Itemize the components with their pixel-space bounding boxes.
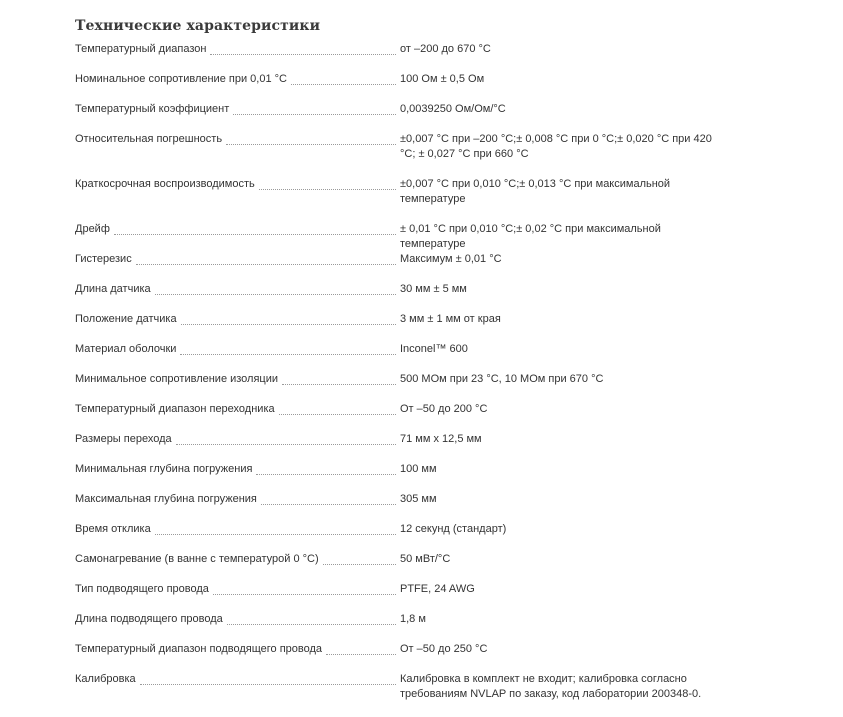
spec-label: Калибровка	[75, 673, 136, 685]
dotted-leader	[155, 293, 396, 295]
spec-label: Температурный диапазон подводящего провода	[75, 643, 323, 655]
dotted-leader	[136, 263, 396, 265]
spec-label: Минимальная глубина погружения	[75, 463, 253, 475]
dotted-leader	[233, 113, 396, 115]
spec-label-cell	[75, 612, 400, 627]
dotted-leader	[227, 623, 396, 625]
section-title: Технические характеристики	[75, 18, 321, 34]
dotted-leader	[282, 383, 396, 385]
dotted-leader	[323, 563, 396, 565]
spec-row	[75, 42, 735, 72]
spec-label-cell	[75, 102, 400, 117]
spec-label: Размеры перехода	[75, 433, 172, 445]
dotted-leader	[213, 593, 396, 595]
spec-row	[75, 252, 735, 282]
spec-label-cell	[75, 492, 400, 507]
dotted-leader	[259, 188, 396, 190]
spec-label: Тип подводящего провода	[75, 583, 209, 595]
spec-label-cell	[75, 372, 400, 387]
spec-value: 1,8 м	[400, 613, 426, 625]
dotted-leader	[226, 143, 396, 145]
spec-label: Минимальное сопротивление изоляции	[75, 373, 279, 385]
spec-row	[75, 312, 735, 342]
spec-row	[75, 222, 735, 252]
spec-value: ±0,007 °C при 0,010 °C;± 0,013 °C при максимальной температуре	[400, 178, 671, 205]
spec-row	[75, 672, 735, 717]
spec-row	[75, 522, 735, 552]
dotted-leader	[291, 83, 396, 85]
spec-value: 305 мм	[400, 493, 437, 505]
spec-label: Дрейф	[75, 223, 110, 235]
spec-row	[75, 612, 735, 642]
spec-label: Положение датчика	[75, 313, 177, 325]
dotted-leader	[181, 323, 396, 325]
spec-value: 100 Ом ± 0,5 Ом	[400, 73, 485, 85]
spec-label-cell	[75, 177, 400, 192]
spec-row	[75, 372, 735, 402]
spec-row	[75, 582, 735, 612]
spec-label: Температурный диапазон переходника	[75, 403, 275, 415]
spec-row	[75, 432, 735, 462]
spec-value: 500 МОм при 23 °C, 10 МОм при 670 °C	[400, 373, 604, 385]
spec-label-cell	[75, 72, 400, 87]
dotted-leader	[261, 503, 396, 505]
spec-value: От –50 до 200 °C	[400, 403, 488, 415]
spec-label-cell	[75, 582, 400, 597]
spec-value: 30 мм ± 5 мм	[400, 283, 467, 295]
spec-label-cell	[75, 132, 400, 147]
spec-label: Длина подводящего провода	[75, 613, 223, 625]
spec-value: ±0,007 °C при –200 °C;± 0,008 °C при 0 °C;± 0,020 °C при 420 °C; ± 0,027 °C при 660 °C	[400, 133, 712, 160]
spec-label: Краткосрочная воспроизводимость	[75, 178, 255, 190]
spec-label-cell	[75, 552, 400, 567]
spec-value: 0,0039250 Ом/Ом/°C	[400, 103, 506, 115]
dotted-leader	[140, 683, 396, 685]
dotted-leader	[326, 653, 396, 655]
spec-value: 71 мм x 12,5 мм	[400, 433, 482, 445]
dotted-leader	[176, 443, 396, 445]
spec-table	[75, 42, 735, 717]
dotted-leader	[155, 533, 396, 535]
spec-row	[75, 282, 735, 312]
spec-row	[75, 462, 735, 492]
spec-row	[75, 402, 735, 432]
spec-label-cell	[75, 222, 400, 237]
dotted-leader	[256, 473, 396, 475]
spec-row	[75, 492, 735, 522]
dotted-leader	[114, 233, 396, 235]
spec-value: от –200 до 670 °C	[400, 43, 491, 55]
spec-label-cell	[75, 42, 400, 57]
spec-value: 3 мм ± 1 мм от края	[400, 313, 501, 325]
spec-label: Длина датчика	[75, 283, 151, 295]
spec-value: Максимум ± 0,01 °C	[400, 253, 502, 265]
spec-value: PTFE, 24 AWG	[400, 583, 475, 595]
spec-label: Максимальная глубина погружения	[75, 493, 257, 505]
spec-value: 50 мВт/°C	[400, 553, 451, 565]
spec-label: Самонагревание (в ванне с температурой 0 °C)	[75, 553, 319, 565]
spec-label-cell	[75, 642, 400, 657]
spec-label-cell	[75, 462, 400, 477]
spec-row	[75, 72, 735, 102]
spec-row	[75, 177, 735, 222]
spec-value: 100 мм	[400, 463, 437, 475]
spec-value: Inconel™ 600	[400, 343, 468, 355]
spec-label: Гистерезис	[75, 253, 132, 265]
spec-label-cell	[75, 342, 400, 357]
spec-label-cell	[75, 312, 400, 327]
spec-value: ± 0,01 °C при 0,010 °C;± 0,02 °C при максимальной температуре	[400, 223, 661, 250]
spec-label-cell	[75, 252, 400, 267]
spec-label-cell	[75, 402, 400, 417]
spec-row	[75, 342, 735, 372]
spec-row	[75, 642, 735, 672]
dotted-leader	[210, 53, 396, 55]
spec-label-cell	[75, 672, 400, 687]
spec-label: Температурный диапазон	[75, 43, 207, 55]
spec-label-cell	[75, 522, 400, 537]
spec-row	[75, 102, 735, 132]
spec-label-cell	[75, 282, 400, 297]
spec-value: 12 секунд (стандарт)	[400, 523, 507, 535]
dotted-leader	[180, 353, 396, 355]
spec-label-cell	[75, 432, 400, 447]
spec-row	[75, 552, 735, 582]
spec-label: Номинальное сопротивление при 0,01 °C	[75, 73, 287, 85]
spec-value: От –50 до 250 °C	[400, 643, 488, 655]
dotted-leader	[279, 413, 396, 415]
spec-label: Температурный коэффициент	[75, 103, 230, 115]
spec-label: Относительная погрешность	[75, 133, 223, 145]
spec-label: Время отклика	[75, 523, 151, 535]
spec-label: Материал оболочки	[75, 343, 177, 355]
spec-row	[75, 132, 735, 177]
spec-value: Калибровка в комплект не входит; калибровка согласно требованиям NVLAP по заказу, код лаборатории 200348-0.	[400, 673, 702, 700]
